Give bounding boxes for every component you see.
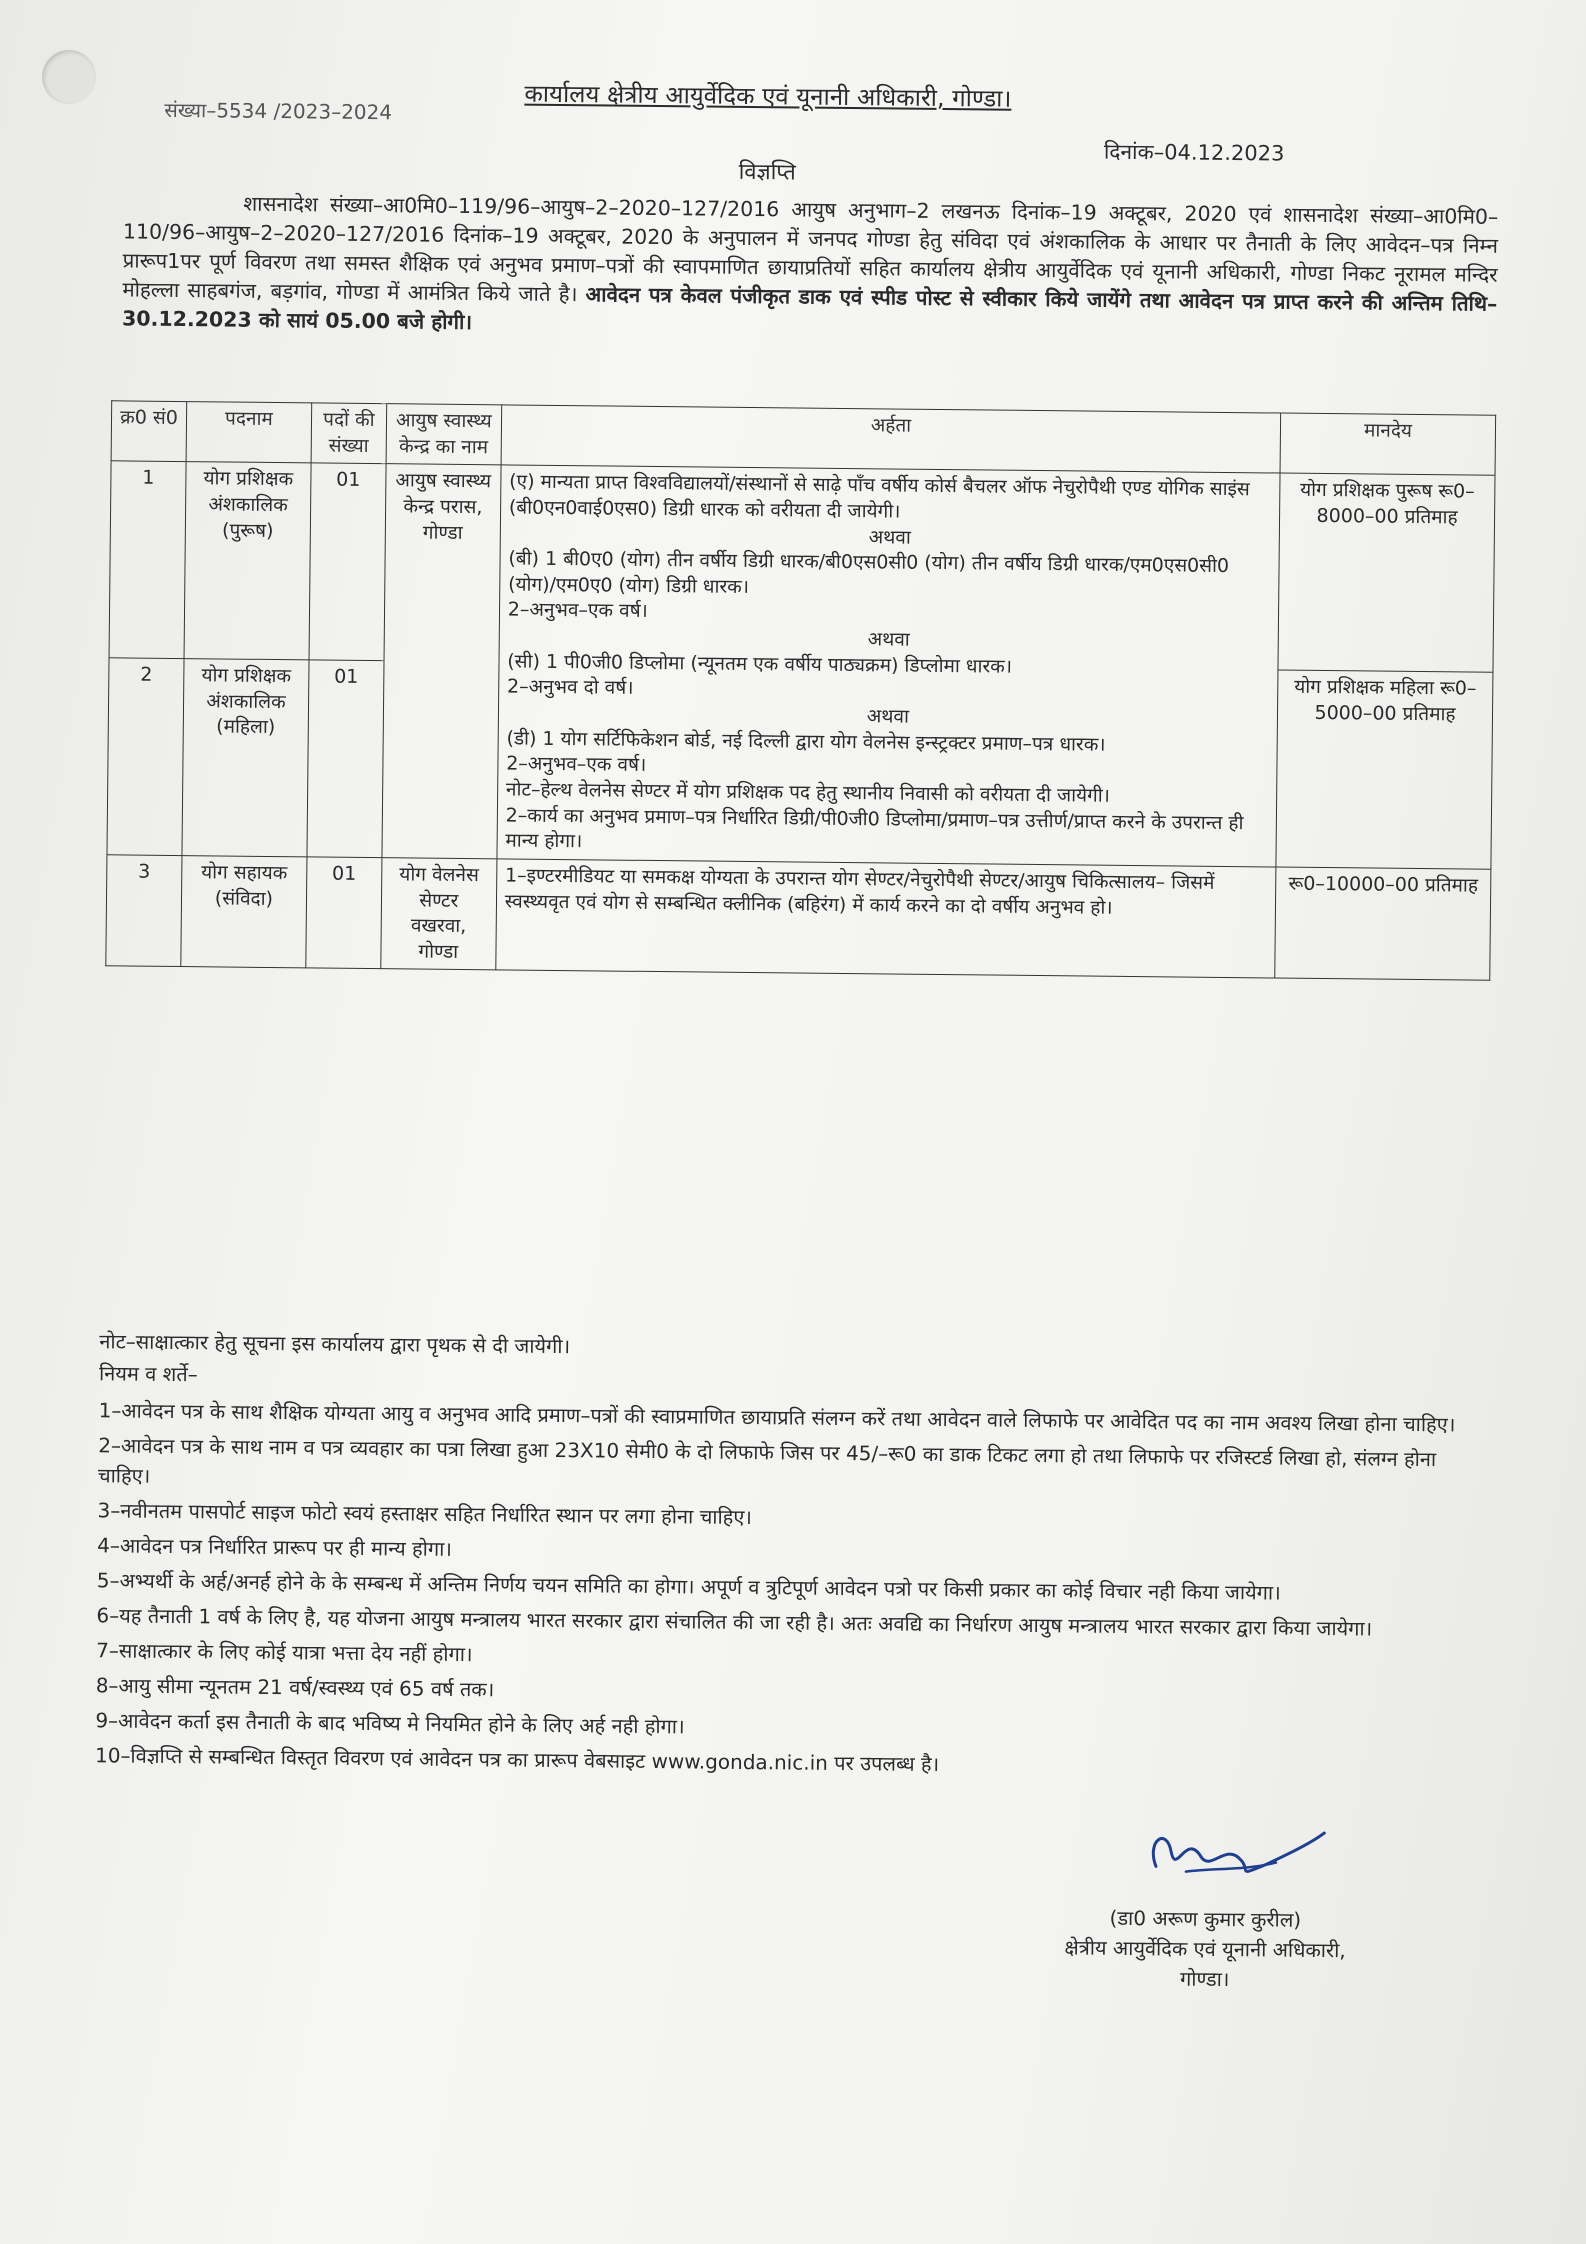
row2-sn: 2: [107, 658, 184, 856]
row2-count: 01: [307, 660, 384, 858]
signature-scribble: [1126, 1821, 1327, 1893]
qual-a: (ए) मान्यता प्राप्त विश्वविद्यालयों/संस्थानों से साढ़े पाँच वर्षीय कोर्स बैचलर ऑफ नेचुरोपैथी एण्ड योगिक साइंस (बी0एन0वाई0एस0) डिग्री धारक को वरीयता दी जायेगी।: [508, 470, 1250, 523]
qual-c-exp: 2–अनुभव दो वर्ष।: [506, 675, 634, 700]
row3-post: योग सहायक (संविदा): [181, 855, 307, 968]
list-item: 5–अभ्यर्थी के अर्ह/अनर्ह होने के के सम्बन्ध में अन्तिम निर्णय चयन समिति का होगा। अपूर्ण व त्रुटिपूर्ण आवेदन पत्रो पर किसी प्रकार का कोई विचार नही किया जायेगा।: [96, 1568, 1281, 1605]
row3-centre: योग वेलनेस सेण्टर वखरवा, गोण्डा: [381, 858, 497, 971]
reference-number: संख्या–5534 /2023–2024: [164, 97, 393, 125]
row1-sn: 1: [109, 461, 186, 659]
col-header-sn: क्र0 सं0: [111, 401, 187, 462]
qual-d: (डी) 1 योग सर्टिफिकेशन बोर्ड, नई दिल्ली द्वारा योग वेलनेस इन्स्ट्रक्टर प्रमाण–पत्र धारक।: [506, 727, 1106, 756]
or-label-1: अथवा: [868, 525, 911, 549]
row3-qualification: 1–इण्टरमीडियट या समकक्ष योग्यता के उपरान्त योग सेण्टर/नेचुरोपैथी सेण्टर/आयुष चिकित्सालय– जिसमें स्वस्थ्यवृत एवं योग से सम्बन्धित क्लीनिक (बहिरंग) में कार्य करने का दो वर्षीय अनुभव हो।: [496, 859, 1276, 979]
col-header-centre: आयुष स्वास्थ्य केन्द्र का नाम: [386, 404, 502, 465]
signatory-designation: क्षेत्रीय आयुर्वेदिक एवं यूनानी अधिकारी,: [1064, 1935, 1346, 1963]
qual-note-1: नोट–हेल्थ वेलनेस सेण्टर में योग प्रशिक्षक पद हेतु स्थानीय निवासी को वरीयता दी जायेगी।: [505, 778, 1111, 807]
qual-d-exp: 2–अनुभव–एक वर्ष।: [506, 752, 647, 777]
row3-count: 01: [306, 857, 382, 969]
qual-c: (सी) 1 पी0जी0 डिप्लोमा (न्यूनतम एक वर्षीय पाठ्यक्रम) डिप्लोमा धारक।: [507, 650, 1013, 678]
list-item: 7–साक्षात्कार के लिए कोई यात्रा भत्ता देय नहीं होगा।: [96, 1638, 473, 1667]
row2-post: योग प्रशिक्षक अंशकालिक (महिला): [182, 659, 309, 857]
list-item: 4–आवेदन पत्र निर्धारित प्रारूप पर ही मान्य होगा।: [97, 1533, 453, 1561]
row3-honorarium: रू0–10000–00 प्रतिमाह: [1275, 867, 1491, 981]
shared-centre: आयुष स्वास्थ्य केन्द्र परास, गोण्डा: [382, 464, 501, 859]
posts-table: [105, 400, 1496, 981]
notice-title: विज्ञप्ति: [738, 159, 796, 186]
list-item: 9–आवेदन कर्ता इस तैनाती के बाद भविष्य मे नियमित होने के लिए अर्ह नही होगा।: [95, 1708, 685, 1739]
row1-post: योग प्रशिक्षक अंशकालिक (पुरूष): [184, 462, 311, 660]
rules-list: [95, 1395, 1489, 1790]
row2-honorarium: योग प्रशिक्षक महिला रू0–5000–00 प्रतिमाह: [1276, 670, 1493, 869]
col-header-post: पदनाम: [186, 402, 312, 464]
office-title: कार्यालय क्षेत्रीय आयुर्वेदिक एवं यूनानी अधिकारी, गोण्डा।: [524, 79, 1012, 113]
row1-honorarium: योग प्रशिक्षक पुरूष रू0–8000–00 प्रतिमाह: [1278, 473, 1495, 672]
qual-note-2: 2–कार्य का अनुभव प्रमाण–पत्र निर्धारित डिग्री/पी0जी0 डिप्लोमा/प्रमाण–पत्र उत्तीर्ण/प्राप्त करने के उपरान्त ही मान्य होगा।: [505, 804, 1244, 853]
qual-b-exp: 2–अनुभव–एक वर्ष।: [507, 598, 648, 623]
or-label-2: अथवा: [867, 628, 910, 651]
list-item: 8–आयु सीमा न्यूनतम 21 वर्ष/स्वस्थ्य एवं 65 वर्ष तक।: [95, 1673, 495, 1702]
notice-date: दिनांक–04.12.2023: [1103, 139, 1285, 166]
notice-sheet: [62, 40, 1515, 2235]
signatory-name: (डा0 अरूण कुमार कुरील): [1109, 1905, 1302, 1932]
interview-note: नोट–साक्षात्कार हेतु सूचना इस कार्यालय द्वारा पृथक से दी जायेगी।: [99, 1329, 571, 1359]
table-row: [109, 461, 1495, 672]
table-row: [106, 855, 1491, 981]
col-header-honorarium: मानदेय: [1280, 413, 1496, 476]
list-item: 10–विज्ञप्ति से सम्बन्धित विस्तृत विवरण एवं आवेदन पत्र का प्रारूप वेबसाइट www.gonda.nic.in पर उपलब्ध है।: [94, 1743, 940, 1777]
rules-heading: नियम व शर्ते–: [98, 1361, 198, 1387]
or-label-3: अथवा: [866, 705, 910, 728]
qual-b: (बी) 1 बी0ए0 (योग) तीन वर्षीय डिग्री धारक/बी0एस0सी0 (योग) तीन वर्षीय डिग्री धारक/एम0एस0सी0 (योग)/एम0ए0 (योग) डिग्री धारक।: [508, 547, 1230, 598]
col-header-count: पदों की संख्या: [311, 403, 387, 464]
list-item: 3–नवीनतम पासपोर्ट साइज फोटो स्वयं हस्ताक्षर सहित निर्धारित स्थान पर लगा होना चाहिए।: [97, 1498, 753, 1530]
signatory-place: गोण्डा।: [1179, 1966, 1230, 1992]
row3-sn: 3: [106, 855, 182, 967]
list-item: 6–यह तैनाती 1 वर्ष के लिए है, यह योजना आयुष मन्त्रालय भारत सरकार द्वारा संचालित की जा रही है। अतः अवद्यि का निर्धारण आयुष मन्त्रालय भारत सरकार द्वारा किया जायेगा।: [96, 1603, 1373, 1641]
intro-paragraph: [122, 188, 1498, 347]
signatory-block: [995, 1902, 1416, 1996]
col-header-qualification: अर्हता: [501, 405, 1281, 473]
shared-qualification: [497, 465, 1280, 867]
row1-count: 01: [309, 463, 386, 661]
list-item: 1–आवेदन पत्र के साथ शैक्षिक योग्यता आयु व अनुभव आदि प्रमाण–पत्रों की स्वाप्रमाणित छायाप्रति संलग्न करें तथा आवेदन वाले लिफाफे पर आवेदित पद का नाम अवश्य लिखा होना चाहिए।: [98, 1398, 1456, 1437]
intro-deadline: आवेदन पत्र केवल पंजीकृत डाक एवं स्पीड पोस्ट से स्वीकार किये जायेंगे तथा आवेदन पत्र प्राप्त करने की अन्तिम तिथि–30.12.2023 को सायं 05.00 बजे होगी।: [121, 282, 1498, 335]
intro-text: शासनादेश संख्या–आ0मि0–119/96–आयुष–2–2020–127/2016 आयुष अनुभाग–2 लखनऊ दिनांक–19 अक्टूबर, 2020 एवं शासनादेश संख्या–आ0मि0–110/96–आयुष–2–2020–127/2016 दिनांक–19 अक्टूबर, 2020 के अनुपालन में जनपद गोण्डा हेतु संविदा एवं अंशकालिक के आधार पर तैनाती के लिए आवेदन–पत्र निम्न प्रारूप1पर पूर्ण विवरण तथा समस्त शैक्षिक एवं अनुभव प्रमाण–पत्रों की स्वापमाणित छायाप्रतियों सहित कार्यालय क्षेत्रीय आयुर्वेदिक एवं यूनानी अधिकारी, गोण्डा निकट नूरामल मन्दिर मोहल्ला साहबगंज, बड़गांव, गोण्डा में आमंत्रित किये जाते है।: [122, 191, 1499, 307]
list-item: 2–आवेदन पत्र के साथ नाम व पत्र व्यवहार का पत्रा लिखा हुआ 23X10 सेमी0 के दो लिफाफे जिस पर 45/–रू0 का डाक टिकट लगा हो तथा लिफाफे पर रजिस्टर्ड लिखा हो, संलग्न होना चाहिए।: [97, 1433, 1437, 1488]
